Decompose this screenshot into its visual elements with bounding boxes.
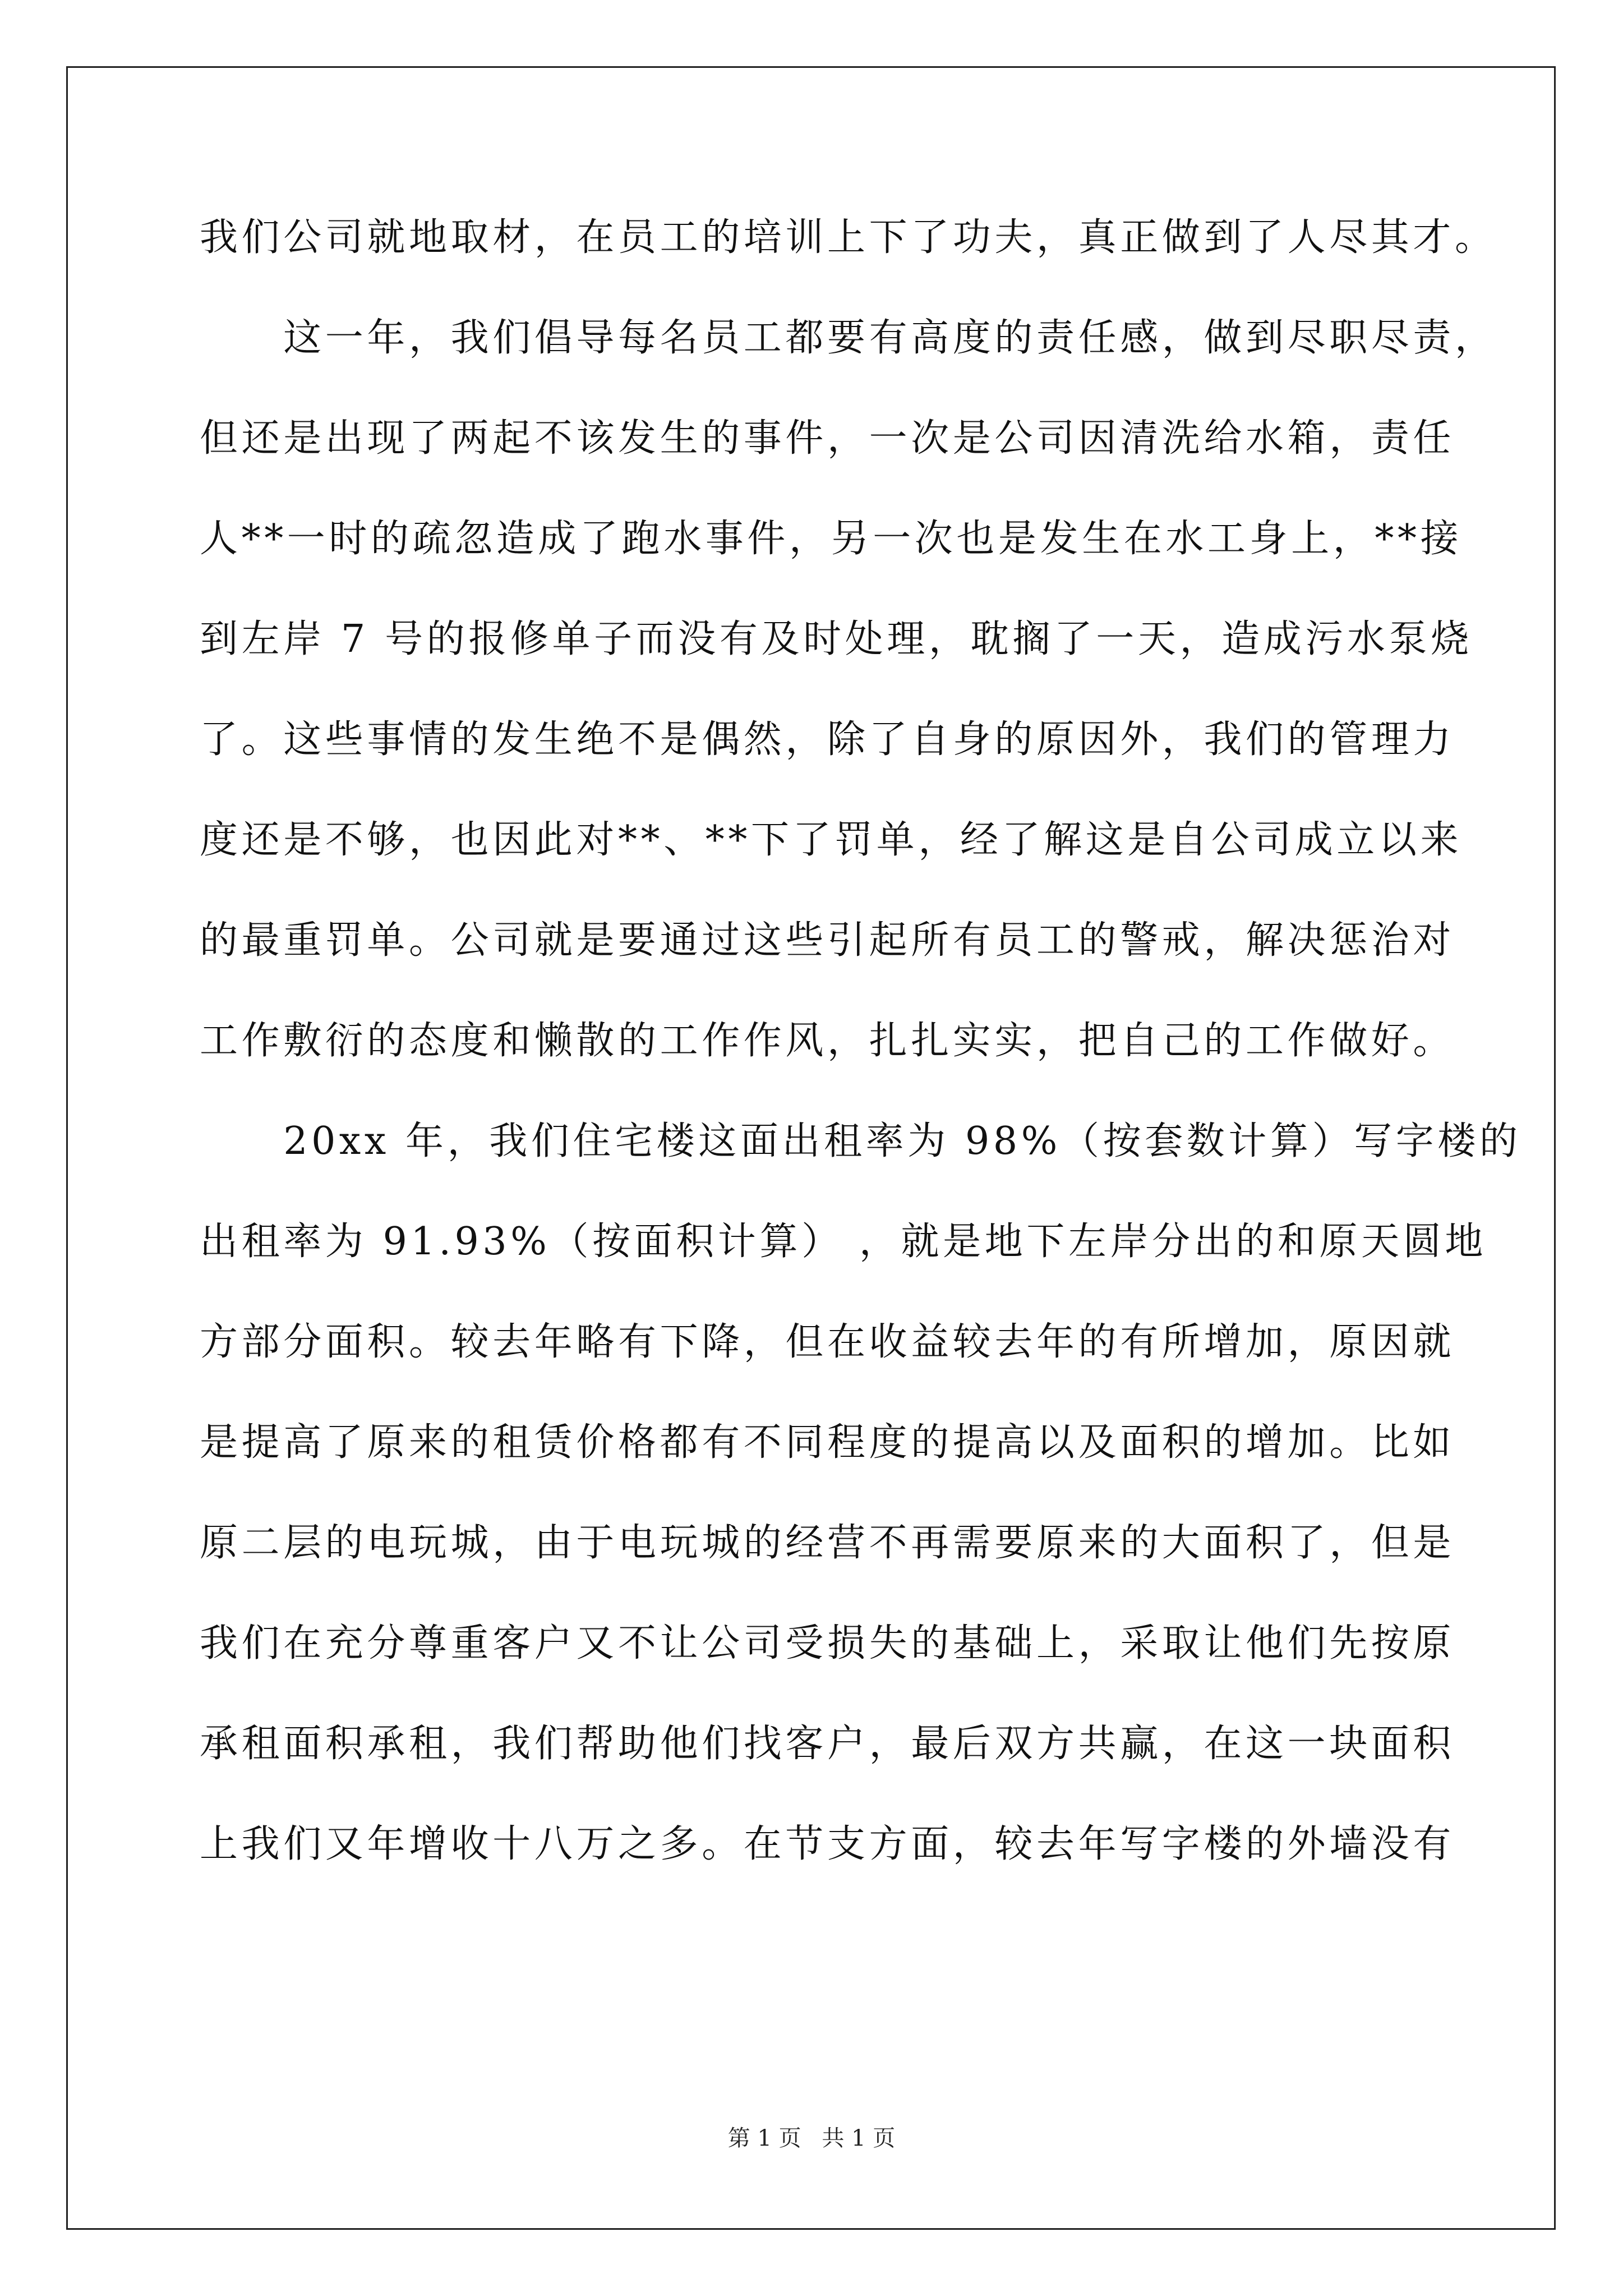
text-line: 方部分面积。较去年略有下降，但在收益较去年的有所增加，原因就: [200, 1320, 1455, 1364]
page-footer: [0, 2120, 1623, 2152]
text-line: 20xx 年，我们住宅楼这面出租率为 98%（按套数计算）写字楼的: [200, 1119, 1521, 1163]
text-line: 我们在充分尊重客户又不让公司受损失的基础上，采取让他们先按原: [200, 1621, 1455, 1665]
text-line: 工作敷衍的态度和懒散的工作作风，扎扎实实，把自己的工作做好。: [200, 1019, 1455, 1063]
page-total: 共 1 页: [822, 2125, 896, 2151]
document-body: [200, 215, 1521, 1926]
text-line: 是提高了原来的租赁价格都有不同程度的提高以及面积的增加。比如: [200, 1420, 1455, 1465]
text-line: 原二层的电玩城，由于电玩城的经营不再需要原来的大面积了，但是: [200, 1521, 1455, 1565]
text-line: 承租面积承租，我们帮助他们找客户，最后双方共赢，在这一块面积: [200, 1722, 1455, 1766]
text-line: 的最重罚单。公司就是要通过这些引起所有员工的警戒，解决惩治对: [200, 918, 1455, 963]
text-line: 我们公司就地取材，在员工的培训上下了功夫，真正做到了人尽其才。: [200, 215, 1497, 260]
text-line: 到左岸 7 号的报修单子而没有及时处理，耽搁了一天，造成污水泵烧: [200, 617, 1473, 661]
text-line: 但还是出现了两起不该发生的事件，一次是公司因清洗给水箱，责任: [200, 416, 1455, 461]
page-number: 第 1 页: [727, 2125, 801, 2151]
text-line: 这一年，我们倡导每名员工都要有高度的责任感，做到尽职尽责，: [200, 316, 1497, 360]
text-line: 人**一时的疏忽造成了跑水事件，另一次也是发生在水工身上，**接: [200, 517, 1463, 561]
text-line: 度还是不够，也因此对**、**下了罚单，经了解这是自公司成立以来: [200, 818, 1463, 862]
text-line: 出租率为 91.93%（按面积计算） ，就是地下左岸分出的和原天圆地: [200, 1220, 1487, 1264]
text-line: 了。这些事情的发生绝不是偶然，除了自身的原因外，我们的管理力: [200, 717, 1455, 762]
text-line: 上我们又年增收十八万之多。在节支方面，较去年写字楼的外墙没有: [200, 1822, 1455, 1866]
